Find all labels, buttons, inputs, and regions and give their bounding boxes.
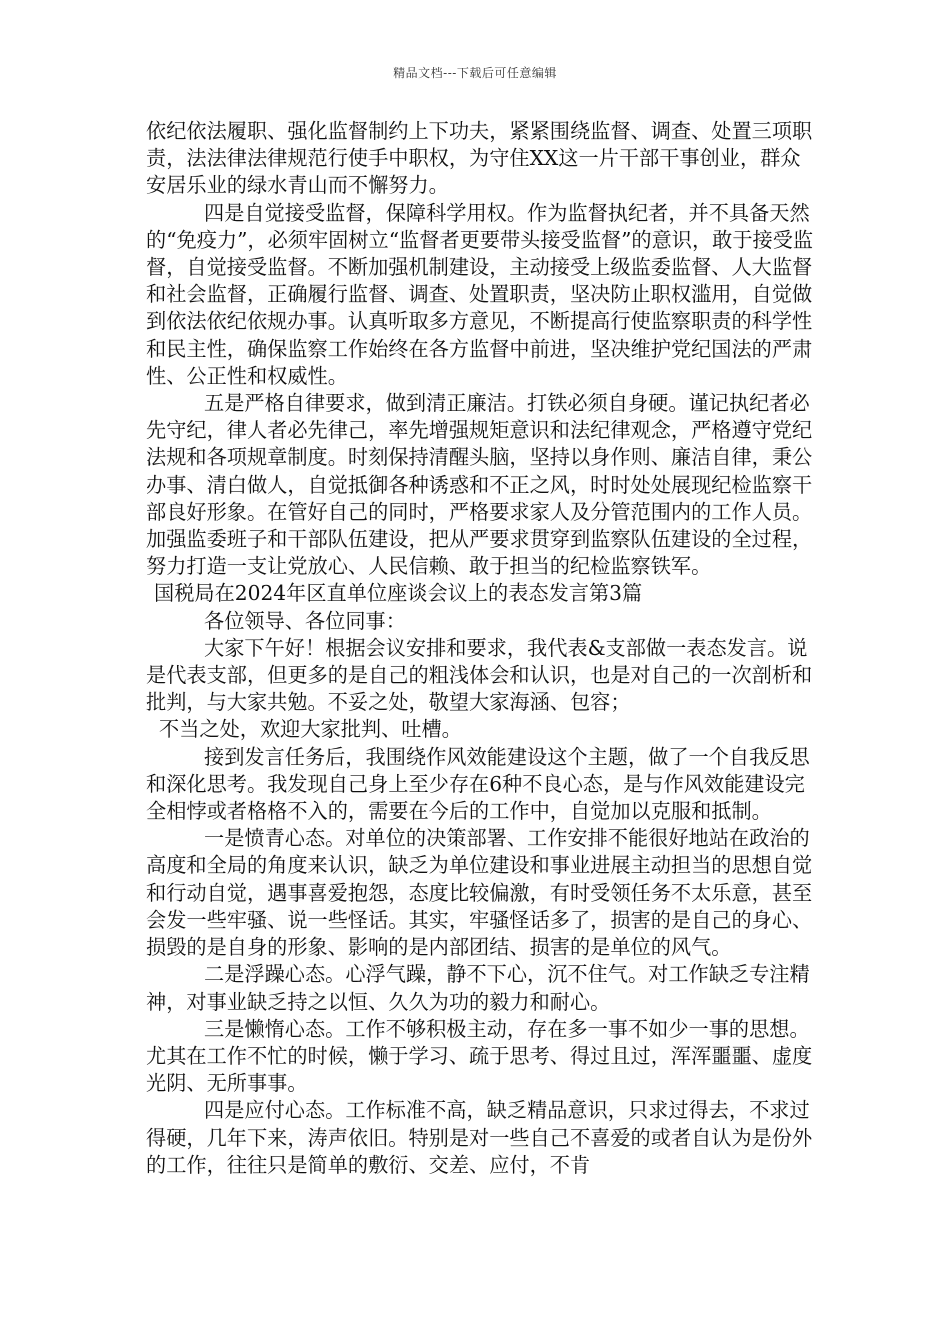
section-title: 国税局在2024年区直单位座谈会议上的表态发言第3篇	[154, 581, 643, 606]
paragraph-mindset-three: 三是懒惰心态。工作不够积极主动，存在多一事不如少一事的思想。尤其在工作不忙的时候，懒于学习、疏于思考、得过且过，浑浑噩噩、虚度光阴、无所事事。	[146, 1016, 813, 1096]
paragraph-opening: 大家下午好！根据会议安排和要求，我代表&支部做一表态发言。说是代表支部，但更多的是自己的粗浅体会和认识，也是对自己的一次剖析和批判，与大家共勉。不妥之处，敬望大家海涵、包容；	[146, 635, 813, 715]
paragraph-point-five: 五是严格自律要求，做到清正廉洁。打铁必须自身硬。谨记执纪者必先守纪，律人者必先律己，率先增强规矩意识和法纪律观念，严格遵守党纪法规和各项规章制度。时刻保持清醒头脑，坚持以身作则、廉洁自律，秉公办事、清白做人，自觉抵御各种诱惑和不正之风，时时处处展现纪检监察干部良好形象。在管好自己的同时，严格要求家人及分管范围内的工作人员。加强监委班子和干部队伍建设，把从严要求贯穿到监察队伍建设的全过程，努力打造一支让党放心、人民信赖、敢于担当的纪检监察铁军。	[146, 391, 813, 579]
salutation: 各位领导、各位同事：	[204, 608, 406, 633]
document-body	[146, 118, 816, 1179]
paragraph-mindset-one: 一是愤青心态。对单位的决策部署、工作安排不能很好地站在政治的高度和全局的角度来认识，缺乏为单位建设和事业进展主动担当的思想自觉和行动自觉，遇事喜爱抱怨，态度比较偏激，有时受领任务不太乐意，甚至会发一些牢骚、说一些怪话。其实，牢骚怪话多了，损害的是自己的身心、损毁的是自身的形象、影响的是内部团结、损害的是单位的风气。	[146, 826, 813, 960]
page-header: 精品文档---下载后可任意编辑	[393, 66, 557, 80]
paragraph-continuation: 依纪依法履职、强化监督制约上下功夫，紧紧围绕监督、调查、处置三项职责，法法律法律规范行使手中职权，为守住XX这一片干部干事创业，群众安居乐业的绿水青山而不懈努力。	[146, 119, 813, 198]
paragraph-mindset-two: 二是浮躁心态。心浮气躁，静不下心，沉不住气。对工作缺乏专注精神，对事业缺乏持之以恒、久久为功的毅力和耐心。	[146, 962, 810, 1014]
paragraph-reflection: 接到发言任务后，我围绕作风效能建设这个主题，做了一个自我反思和深化思考。我发现自己身上至少存在6种不良心态，是与作风效能建设完全相悖或者格格不入的，需要在今后的工作中，自觉加以克服和抵制。	[146, 744, 810, 824]
paragraph-mindset-four: 四是应付心态。工作标准不高，缺乏精品意识，只求过得去，不求过得硬，几年下来，涛声依旧。特别是对一些自己不喜爱的或者自认为是份外的工作，往往只是简单的敷衍、交差、应付，不肯	[146, 1098, 813, 1177]
paragraph-opening-cont: 不当之处，欢迎大家批判、吐槽。	[159, 717, 462, 742]
paragraph-point-four: 四是自觉接受监督，保障科学用权。作为监督执纪者，并不具备天然的“免疫力”，必须牢固树立“监督者更要带头接受监督”的意识，敢于接受监督，自觉接受监督。不断加强机制建设，主动接受上级监委监督、人大监督和社会监督，正确履行监督、调查、处置职责，坚决防止职权滥用，自觉做到依法依纪依规办事。认真听取多方意见，不断提高行使监察职责的科学性和民主性，确保监察工作始终在各方监督中前进，坚决维护党纪国法的严肃性、公正性和权威性。	[146, 200, 814, 388]
